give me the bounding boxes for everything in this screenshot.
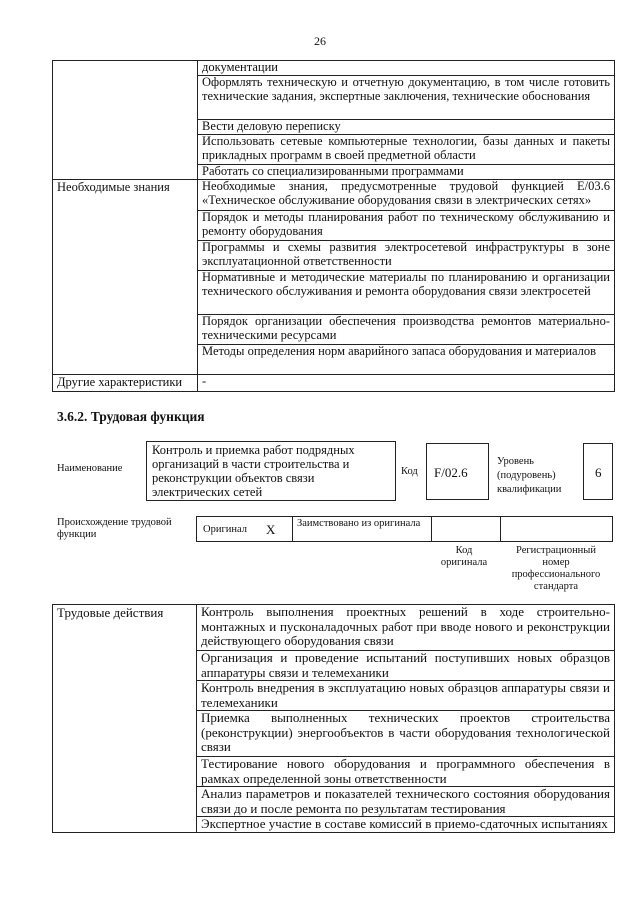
table-cell: Порядок и методы планирования работ по техническому обслуживанию и ремонту оборудования [198, 211, 615, 241]
table-cell: Порядок организации обеспечения производства ремонтов материально-техническими ресурсами [198, 315, 615, 345]
table-cell: Вести деловую переписку [198, 120, 615, 135]
table-cell: Контроль выполнения проектных решений в ходе строительно-монтажных и пусконаладочных работ при вводе нового и реконструкции действующего оборудования связи [197, 605, 615, 651]
table-cell: - [198, 375, 615, 392]
name-value-box [146, 441, 396, 501]
level-value: 6 [595, 465, 602, 480]
table-cell: Использовать сетевые компьютерные технологии, базы данных и пакеты прикладных программ в своей предметной области [198, 135, 615, 165]
table-cell: Методы определения норм аварийного запаса оборудования и материалов [198, 345, 615, 375]
row-label [53, 61, 198, 180]
level-value-box [583, 443, 613, 500]
table-cell: Контроль внедрения в эксплуатацию новых образцов аппаратуры связи и телемеханики [197, 681, 615, 711]
table-cell: Экспертное участие в составе комиссий в приемо-сдаточных испытаниях [197, 817, 615, 833]
code-value-box [426, 443, 489, 500]
reg-caption: Регистрационный номер профессионального стандарта [511, 545, 601, 592]
skills-table [52, 60, 615, 392]
row-label: Трудовые действия [53, 605, 197, 833]
divider [431, 517, 432, 541]
table-row [53, 180, 615, 211]
table-cell: Тестирование нового оборудования и программного обеспечения в рамках определенной зоны ответственности [197, 757, 615, 787]
code-caption: Код оригинала [440, 545, 488, 568]
code-value: F/02.6 [434, 465, 468, 480]
original-label: Оригинал [203, 524, 247, 535]
row-label: Другие характеристики [53, 375, 198, 392]
table-cell: Необходимые знания, предусмотренные трудовой функцией E/03.6 «Техническое обслуживание оборудования связи в электрических сетях» [198, 180, 615, 211]
original-mark: X [266, 522, 276, 537]
function-name: Контроль и приемка работ подрядных организаций в части строительства и реконструкции объектов связи электрических сетей [152, 443, 355, 499]
borrowed-label: Заимствовано из оригинала [297, 518, 421, 529]
table-cell: Нормативные и методические материалы по планированию и организации технического обслуживания и ремонта оборудования связи электросетей [198, 271, 615, 315]
level-label: Уровень (подуровень) квалификации [497, 456, 562, 495]
table-row [53, 605, 615, 651]
origin-row [196, 516, 613, 542]
origin-label: Происхождение трудовой функции [57, 517, 172, 540]
table-cell: Организация и проведение испытаний поступивших новых образцов аппаратуры связи и телемеханики [197, 651, 615, 681]
divider [292, 517, 293, 541]
page-number: 26 [314, 34, 326, 48]
name-label: Наименование [57, 463, 123, 474]
row-label: Необходимые знания [53, 180, 198, 375]
table-cell: документации [198, 61, 615, 76]
actions-table [52, 604, 615, 833]
code-label: Код [401, 466, 418, 477]
table-cell: Приемка выполненных технических проектов строительства (реконструкции) энергообъектов в части оборудования технологической связи [197, 711, 615, 757]
table-row [53, 375, 615, 392]
section-heading: 3.6.2. Трудовая функция [57, 409, 205, 424]
table-cell: Работать со специализированными программами [198, 165, 615, 180]
table-cell: Оформлять техническую и отчетную документацию, в том числе готовить технические задания, экспертные заключения, технические обоснования [198, 76, 615, 120]
table-cell: Анализ параметров и показателей технического состояния оборудования связи до и после ремонта по результатам тестирования [197, 787, 615, 817]
table-cell: Программы и схемы развития электросетевой инфраструктуры в зоне эксплуатационной ответственности [198, 241, 615, 271]
table-row [53, 61, 615, 76]
divider [500, 517, 501, 541]
